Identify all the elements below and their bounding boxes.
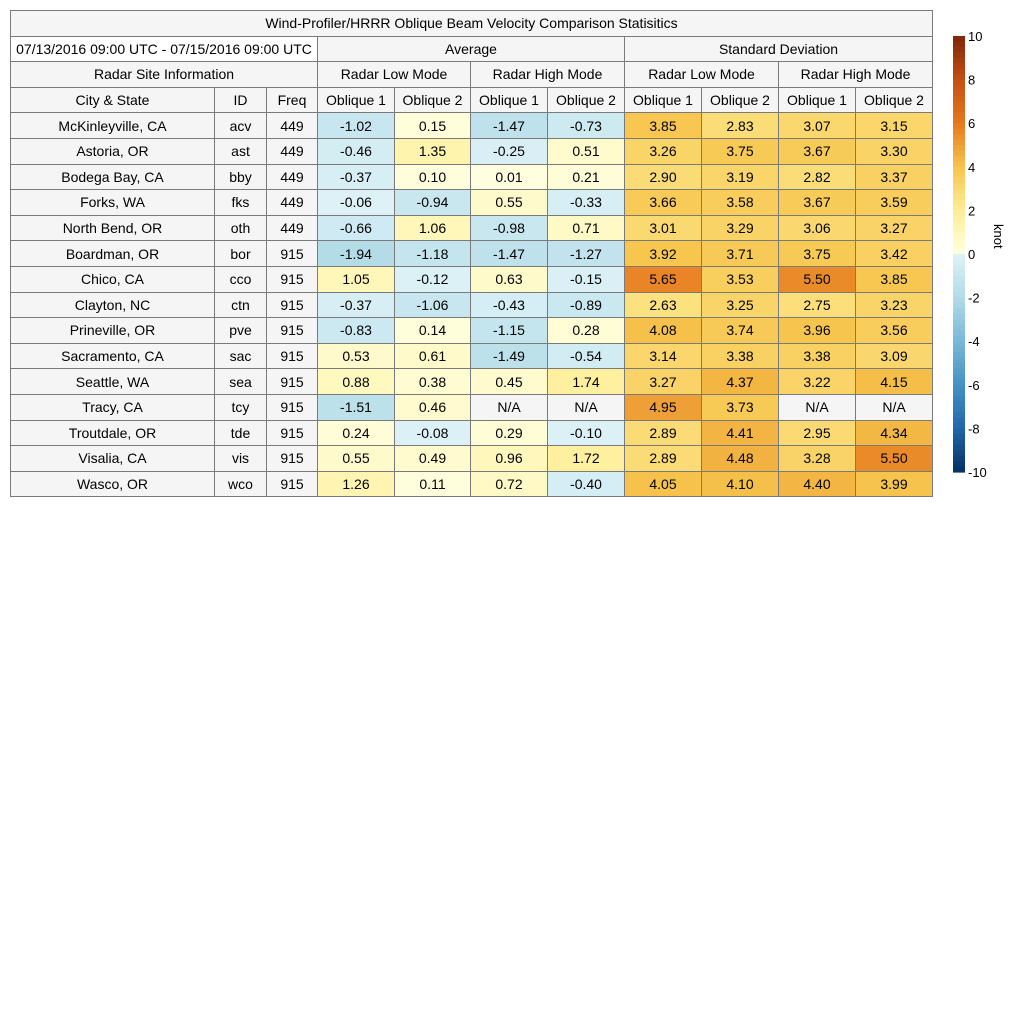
site-city-cell: Tracy, CA [11,394,215,420]
value-cell: 3.85 [625,113,702,139]
colorbar-segment [953,281,965,287]
value-cell: 0.28 [548,318,625,344]
site-city-cell: Wasco, OR [11,471,215,497]
colorbar-segment [953,450,965,456]
colorbar-segment [953,41,965,47]
value-cell: 4.40 [779,471,856,497]
site-city-cell: McKinleyville, CA [11,113,215,139]
site-freq-cell: 449 [267,113,318,139]
colorbar-segment [953,107,965,113]
value-cell: -0.83 [318,318,395,344]
site-freq-cell: 915 [267,471,318,497]
colorbar-segment [953,36,965,42]
site-freq-cell: 915 [267,318,318,344]
value-cell: 1.05 [318,266,395,292]
value-cell: -0.25 [471,138,548,164]
colorbar-segment [953,265,965,271]
colorbar-segment [953,309,965,315]
table-row [11,164,933,190]
value-cell: 5.65 [625,266,702,292]
value-cell: 0.72 [471,471,548,497]
column-header-oblique-1: Oblique 1 [625,87,702,113]
colorbar-segment [953,412,965,418]
colorbar-segment [953,221,965,227]
value-cell: 2.95 [779,420,856,446]
site-id-cell: ctn [215,292,267,318]
value-cell: 3.07 [779,113,856,139]
colorbar-segment [953,325,965,331]
site-id-cell: bby [215,164,267,190]
value-cell: 4.95 [625,394,702,420]
value-cell: 3.19 [702,164,779,190]
std-high-mode-header: Radar High Mode [779,62,933,88]
site-freq-cell: 915 [267,394,318,420]
value-cell: -1.47 [471,113,548,139]
colorbar-segment [953,47,965,53]
value-cell: 0.45 [471,369,548,395]
average-high-mode-header: Radar High Mode [471,62,625,88]
value-cell: 3.28 [779,446,856,472]
std-low-mode-header: Radar Low Mode [625,62,779,88]
value-cell: -0.89 [548,292,625,318]
colorbar-segment [953,396,965,402]
site-city-cell: Seattle, WA [11,369,215,395]
value-cell: -1.18 [395,241,471,267]
value-cell: 4.34 [856,420,933,446]
table-title: Wind-Profiler/HRRR Oblique Beam Velocity Comparison Statisitics [11,11,933,37]
colorbar-segment [953,85,965,91]
colorbar-segment [953,156,965,162]
value-cell: 4.37 [702,369,779,395]
value-cell: 0.46 [395,394,471,420]
site-id-cell: bor [215,241,267,267]
value-cell: 3.23 [856,292,933,318]
value-cell: 0.11 [395,471,471,497]
colorbar-segment [953,129,965,135]
value-cell: 4.08 [625,318,702,344]
table-row [11,369,933,395]
site-city-cell: Boardman, OR [11,241,215,267]
value-cell: 0.29 [471,420,548,446]
colorbar-segment [953,216,965,222]
table-row [11,343,933,369]
site-freq-cell: 915 [267,266,318,292]
site-freq-cell: 915 [267,446,318,472]
colorbar-segment [953,140,965,146]
colorbar-tick-label: 8 [968,72,976,88]
colorbar-segment [953,183,965,189]
value-cell: -0.37 [318,292,395,318]
value-cell: 3.56 [856,318,933,344]
value-cell: 3.66 [625,190,702,216]
colorbar-segment [953,456,965,462]
value-cell: 0.24 [318,420,395,446]
value-cell: 3.30 [856,138,933,164]
site-freq-cell: 449 [267,164,318,190]
group-header-average: Average [318,36,625,62]
colorbar-segment [953,74,965,80]
table-row [11,190,933,216]
value-cell: 3.74 [702,318,779,344]
colorbar-tick-label: 4 [968,159,976,175]
value-cell: N/A [548,394,625,420]
site-city-cell: Chico, CA [11,266,215,292]
site-city-cell: Astoria, OR [11,138,215,164]
site-city-cell: Forks, WA [11,190,215,216]
colorbar-segment [953,227,965,233]
value-cell: 4.05 [625,471,702,497]
value-cell: N/A [471,394,548,420]
colorbar-segment [953,287,965,293]
value-cell: -1.06 [395,292,471,318]
site-city-cell: North Bend, OR [11,215,215,241]
colorbar-segment [953,461,965,467]
value-cell: 0.55 [471,190,548,216]
colorbar-tick-label: -2 [968,290,980,306]
value-cell: 3.71 [702,241,779,267]
column-header-freq: Freq [267,87,318,113]
colorbar-segment [953,385,965,391]
value-cell: 3.92 [625,241,702,267]
site-freq-cell: 915 [267,343,318,369]
value-cell: 3.25 [702,292,779,318]
column-header-oblique-1: Oblique 1 [318,87,395,113]
value-cell: 2.75 [779,292,856,318]
value-cell: 3.58 [702,190,779,216]
table-row [11,420,933,446]
table-row [11,113,933,139]
value-cell: 3.38 [779,343,856,369]
value-cell: 4.41 [702,420,779,446]
colorbar-segment [953,232,965,238]
value-cell: -0.37 [318,164,395,190]
value-cell: -0.40 [548,471,625,497]
value-cell: -0.94 [395,190,471,216]
colorbar-segment [953,467,965,473]
colorbar-segment [953,319,965,325]
colorbar-segment [953,292,965,298]
value-cell: 0.53 [318,343,395,369]
site-id-cell: ast [215,138,267,164]
column-header-oblique-2: Oblique 2 [548,87,625,113]
colorbar-segment [953,368,965,374]
site-city-cell: Clayton, NC [11,292,215,318]
value-cell: 0.63 [471,266,548,292]
colorbar-segment [953,374,965,380]
site-freq-cell: 915 [267,420,318,446]
site-id-cell: sac [215,343,267,369]
colorbar-segment [953,249,965,255]
site-id-cell: sea [215,369,267,395]
colorbar-segment [953,172,965,178]
value-cell: 2.90 [625,164,702,190]
colorbar-segment [953,303,965,309]
value-cell: 2.89 [625,420,702,446]
value-cell: 0.14 [395,318,471,344]
value-cell: 4.15 [856,369,933,395]
colorbar-segment [953,58,965,64]
value-cell: -0.10 [548,420,625,446]
colorbar-segment [953,178,965,184]
colorbar-segment [953,123,965,129]
colorbar-segment [953,298,965,304]
colorbar-segment [953,314,965,320]
value-cell: 3.96 [779,318,856,344]
colorbar-segment [953,259,965,265]
value-cell: 4.48 [702,446,779,472]
colorbar-segment [953,254,965,260]
value-cell: 3.85 [856,266,933,292]
colorbar-tick-label: -6 [968,377,980,393]
site-city-cell: Visalia, CA [11,446,215,472]
colorbar-segment [953,112,965,118]
value-cell: -0.33 [548,190,625,216]
colorbar-segment [953,167,965,173]
colorbar-tick-label: 10 [968,29,983,44]
colorbar-segment [953,439,965,445]
colorbar-segment [953,189,965,195]
value-cell: 3.67 [779,190,856,216]
site-id-cell: wco [215,471,267,497]
value-cell: 3.42 [856,241,933,267]
value-cell: 3.29 [702,215,779,241]
colorbar-tick-label: 0 [968,247,976,262]
value-cell: 1.26 [318,471,395,497]
value-cell: 3.59 [856,190,933,216]
value-cell: 0.21 [548,164,625,190]
value-cell: 0.61 [395,343,471,369]
site-freq-cell: 915 [267,292,318,318]
colorbar-tick-label: -4 [968,334,980,350]
colorbar-segment [953,80,965,86]
value-cell: 5.50 [856,446,933,472]
value-cell: -1.02 [318,113,395,139]
value-cell: -1.94 [318,241,395,267]
site-city-cell: Bodega Bay, CA [11,164,215,190]
value-cell: 3.09 [856,343,933,369]
value-cell: -0.08 [395,420,471,446]
site-city-cell: Troutdale, OR [11,420,215,446]
colorbar-segment [953,347,965,353]
value-cell: -0.06 [318,190,395,216]
colorbar-segment [953,243,965,249]
value-cell: -1.49 [471,343,548,369]
value-cell: 3.01 [625,215,702,241]
value-cell: 3.67 [779,138,856,164]
table-row [11,318,933,344]
value-cell: 3.53 [702,266,779,292]
colorbar-segment [953,52,965,58]
table-row [11,446,933,472]
colorbar-segment [953,352,965,358]
colorbar-segment [953,390,965,396]
value-cell: 3.15 [856,113,933,139]
colorbar-segment [953,145,965,151]
value-cell: 0.51 [548,138,625,164]
table-row [11,266,933,292]
value-cell: -0.46 [318,138,395,164]
value-cell: -0.12 [395,266,471,292]
colorbar-segment [953,341,965,347]
colorbar-segment [953,118,965,124]
site-freq-cell: 449 [267,215,318,241]
value-cell: 0.10 [395,164,471,190]
column-header-id: ID [215,87,267,113]
value-cell: 3.73 [702,394,779,420]
colorbar-segment [953,276,965,282]
value-cell: 5.50 [779,266,856,292]
column-header-oblique-2: Oblique 2 [856,87,933,113]
colorbar-segment [953,134,965,140]
value-cell: 2.83 [702,113,779,139]
value-cell: -0.66 [318,215,395,241]
colorbar-unit-label: knot [991,224,1006,249]
value-cell: 1.06 [395,215,471,241]
value-cell: 2.82 [779,164,856,190]
site-id-cell: pve [215,318,267,344]
table-row [11,215,933,241]
value-cell: 1.74 [548,369,625,395]
site-info-header: Radar Site Information [11,62,318,88]
site-id-cell: oth [215,215,267,241]
value-cell: -0.54 [548,343,625,369]
value-cell: 0.38 [395,369,471,395]
site-city-cell: Prineville, OR [11,318,215,344]
value-cell: -1.27 [548,241,625,267]
column-header-oblique-2: Oblique 2 [395,87,471,113]
colorbar-segment [953,363,965,369]
value-cell: -1.51 [318,394,395,420]
site-city-cell: Sacramento, CA [11,343,215,369]
column-header-oblique-1: Oblique 1 [779,87,856,113]
value-cell: 3.75 [779,241,856,267]
site-id-cell: acv [215,113,267,139]
colorbar-segment [953,336,965,342]
average-low-mode-header: Radar Low Mode [318,62,471,88]
colorbar-tick-label: -10 [968,465,987,478]
value-cell: 0.49 [395,446,471,472]
site-id-cell: tde [215,420,267,446]
group-header-standard-deviation: Standard Deviation [625,36,933,62]
value-cell: -0.73 [548,113,625,139]
value-cell: -0.98 [471,215,548,241]
value-cell: 3.26 [625,138,702,164]
value-cell: 3.37 [856,164,933,190]
colorbar-segment [953,418,965,424]
column-header-oblique-2: Oblique 2 [702,87,779,113]
colorbar [948,28,1018,478]
colorbar-segment [953,445,965,451]
colorbar-segment [953,407,965,413]
value-cell: N/A [779,394,856,420]
colorbar-segment [953,205,965,211]
table-row [11,471,933,497]
statistics-table [10,10,933,497]
colorbar-segment [953,96,965,102]
value-cell: 4.10 [702,471,779,497]
value-cell: -1.47 [471,241,548,267]
value-cell: N/A [856,394,933,420]
value-cell: 3.06 [779,215,856,241]
site-id-cell: fks [215,190,267,216]
date-range: 07/13/2016 09:00 UTC - 07/15/2016 09:00 UTC [11,36,318,62]
colorbar-segment [953,101,965,107]
value-cell: 0.01 [471,164,548,190]
site-id-cell: tcy [215,394,267,420]
colorbar-segment [953,423,965,429]
value-cell: 3.75 [702,138,779,164]
value-cell: 3.14 [625,343,702,369]
colorbar-segment [953,401,965,407]
site-freq-cell: 449 [267,138,318,164]
colorbar-segment [953,150,965,156]
value-cell: 0.15 [395,113,471,139]
value-cell: 0.96 [471,446,548,472]
colorbar-segment [953,434,965,440]
colorbar-segment [953,200,965,206]
value-cell: 0.71 [548,215,625,241]
value-cell: -0.15 [548,266,625,292]
site-freq-cell: 915 [267,241,318,267]
colorbar-segment [953,330,965,336]
value-cell: 0.88 [318,369,395,395]
table-body [11,113,933,497]
table-row [11,394,933,420]
colorbar-segment [953,428,965,434]
site-freq-cell: 449 [267,190,318,216]
value-cell: 3.27 [856,215,933,241]
value-cell: 3.99 [856,471,933,497]
value-cell: 1.35 [395,138,471,164]
column-header-oblique-1: Oblique 1 [471,87,548,113]
table-row [11,138,933,164]
value-cell: 3.22 [779,369,856,395]
colorbar-segment [953,210,965,216]
colorbar-tick-label: 6 [968,116,976,132]
colorbar-segment [953,194,965,200]
colorbar-segment [953,270,965,276]
value-cell: 2.63 [625,292,702,318]
colorbar-segment [953,379,965,385]
colorbar-segment [953,69,965,75]
value-cell: 3.27 [625,369,702,395]
site-freq-cell: 915 [267,369,318,395]
colorbar-segment [953,161,965,167]
colorbar-segment [953,91,965,97]
colorbar-segment [953,238,965,244]
value-cell: 1.72 [548,446,625,472]
colorbar-tick-label: 2 [968,203,976,219]
value-cell: -1.15 [471,318,548,344]
table-row [11,292,933,318]
table-row [11,241,933,267]
colorbar-segment [953,63,965,69]
column-header-city: City & State [11,87,215,113]
site-id-cell: cco [215,266,267,292]
value-cell: 2.89 [625,446,702,472]
value-cell: 3.38 [702,343,779,369]
site-id-cell: vis [215,446,267,472]
value-cell: -0.43 [471,292,548,318]
colorbar-tick-label: -8 [968,421,980,437]
colorbar-segment [953,358,965,364]
value-cell: 0.55 [318,446,395,472]
